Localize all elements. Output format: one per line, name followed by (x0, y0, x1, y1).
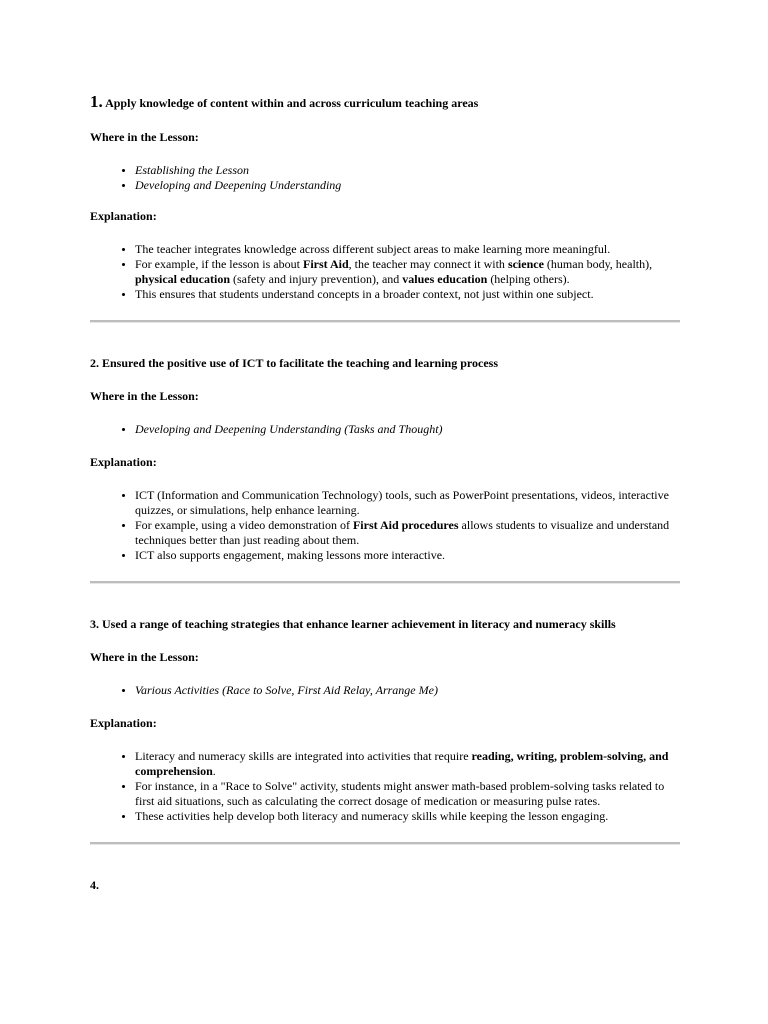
section-1-heading (90, 94, 680, 111)
explanation-item: • ICT also supports engagement, making lessons more interactive. (135, 548, 680, 563)
explanation-item: • For example, using a video demonstration of First Aid procedures allows students to visualize and understand techniques better than just reading about them. (135, 518, 680, 548)
where-list (90, 163, 680, 193)
section-2 (90, 356, 680, 563)
section-3-heading (90, 617, 680, 632)
section-title: Used a range of teaching strategies that enhance learner achievement in literacy and numeracy skills (102, 617, 616, 631)
where-list (90, 422, 680, 437)
where-item: • Developing and Deepening Understanding (Tasks and Thought) (135, 422, 680, 437)
where-item: • Developing and Deepening Understanding (135, 178, 680, 193)
explanation-item: • These activities help develop both literacy and numeracy skills while keeping the lesson engaging. (135, 809, 680, 824)
explanation-label: Explanation: (90, 716, 157, 730)
bold-term: First Aid (302, 257, 349, 271)
explanation-label: Explanation: (90, 209, 157, 223)
bold-term: First Aid procedures (352, 518, 459, 532)
explanation-item: • Literacy and numeracy skills are integrated into activities that require reading, writing, problem-solving, and comprehension. (135, 749, 680, 779)
bold-term: values education (402, 272, 488, 286)
section-number: 3. (90, 617, 99, 631)
section-title: Ensured the positive use of ICT to facilitate the teaching and learning process (102, 356, 499, 370)
section-1 (90, 94, 680, 302)
section-title: Apply knowledge of content within and across curriculum teaching areas (105, 96, 479, 110)
explanation-item: • For instance, in a "Race to Solve" activity, students might answer math-based problem-solving tasks related to first aid situations, such as calculating the correct dosage of medication or measuring pulse rates. (135, 779, 680, 809)
explanation-item: • For example, if the lesson is about First Aid, the teacher may connect it with science (human body, health), physical education (safety and injury prevention), and values education (helping others). (135, 257, 680, 287)
section-4 (90, 878, 680, 893)
section-number: 1. (90, 92, 103, 111)
section-number: 2. (90, 356, 99, 370)
where-list (90, 683, 680, 698)
bold-term: science (507, 257, 544, 271)
bold-term: reading, writing, problem-solving, and comprehension (135, 749, 669, 778)
where-item: • Various Activities (Race to Solve, First Aid Relay, Arrange Me) (135, 683, 680, 698)
section-2-heading (90, 356, 680, 371)
section-3 (90, 617, 680, 824)
explanation-label: Explanation: (90, 455, 157, 469)
explanation-list (90, 749, 680, 824)
section-4-heading (90, 878, 680, 893)
explanation-list (90, 242, 680, 302)
where-label: Where in the Lesson: (90, 650, 199, 664)
explanation-list (90, 488, 680, 563)
where-label: Where in the Lesson: (90, 130, 199, 144)
explanation-item: • The teacher integrates knowledge across different subject areas to make learning more meaningful. (135, 242, 680, 257)
explanation-item: • ICT (Information and Communication Technology) tools, such as PowerPoint presentations, videos, interactive quizzes, or simulations, help enhance learning. (135, 488, 680, 518)
explanation-item: • This ensures that students understand concepts in a broader context, not just within one subject. (135, 287, 680, 302)
where-label: Where in the Lesson: (90, 389, 199, 403)
bold-term: physical education (135, 272, 231, 286)
where-item: • Establishing the Lesson (135, 163, 680, 178)
document-content (90, 94, 680, 893)
section-number: 4. (90, 878, 99, 892)
